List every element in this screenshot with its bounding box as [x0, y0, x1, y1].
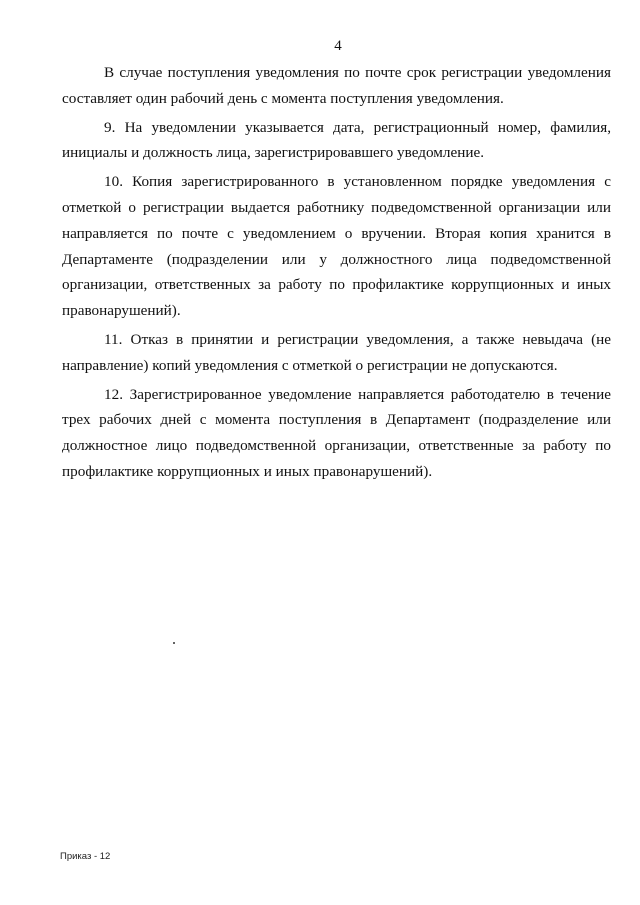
- footer-order-label: Приказ - 12: [60, 851, 111, 862]
- scan-speck: [173, 642, 175, 644]
- page-number: 4: [334, 38, 342, 54]
- paragraph-9: 9. На уведомлении указывается дата, регистрационный номер, фамилия, инициалы и должность лица, зарегистрировавшего уведомление.: [62, 118, 611, 162]
- paragraph-10: 10. Копия зарегистрированного в установленном порядке уведомления с отметкой о регистрации выдается работнику подведомственной организации или направляется по почте с уведомлением о вручении. Вторая копия хранится в Департаменте (подразделении или у должностного лица подведомственной организации, ответственных за работу по профилактике коррупционных и иных правонарушений).: [62, 173, 611, 320]
- paragraph-11: 11. Отказ в принятии и регистрации уведомления, а также невыдача (не направление) копий уведомления с отметкой о регистрации не допускаются.: [62, 330, 611, 374]
- paragraph-registration-by-mail: В случае поступления уведомления по почте срок регистрации уведомления составляет один рабочий день с момента поступления уведомления.: [62, 64, 611, 107]
- paragraph-12: 12. Зарегистрированное уведомление направляется работодателю в течение трех рабочих дней с момента поступления в Департамент (подразделение или должностное лицо подведомственной организации, ответственные за работу по профилактике коррупционных и иных правонарушений).: [62, 385, 611, 480]
- document-body: [62, 60, 611, 488]
